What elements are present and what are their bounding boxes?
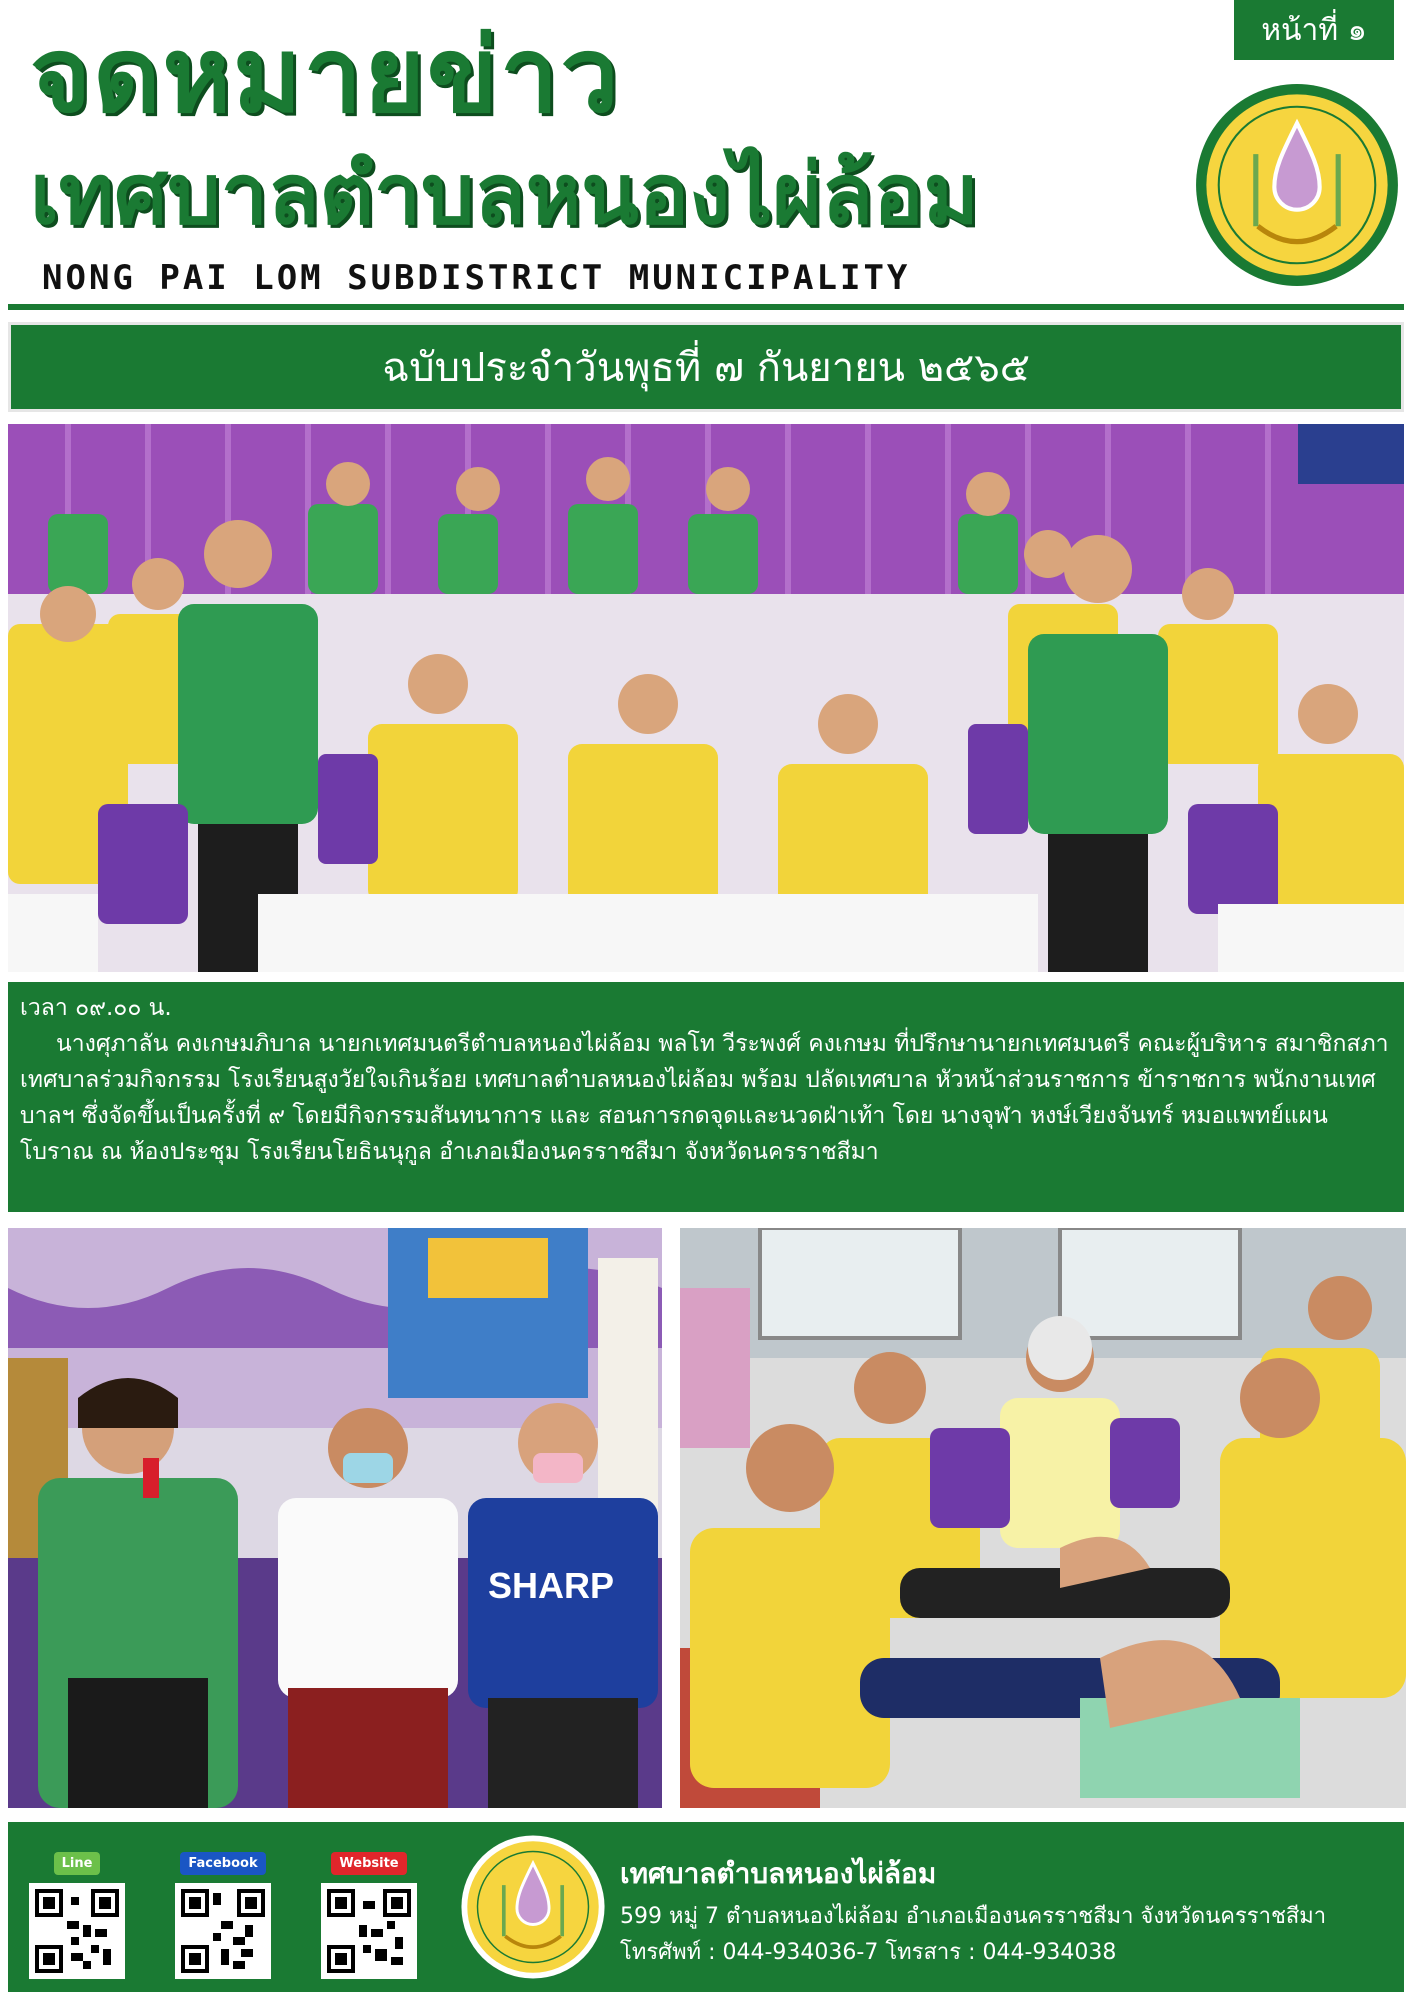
footer-municipality-logo (460, 1834, 606, 1980)
facebook-qr-group[interactable] (168, 1852, 278, 1983)
municipality-logo (1194, 82, 1400, 288)
english-subtitle: NONG PAI LOM SUBDISTRICT MUNICIPALITY (42, 258, 911, 298)
article-body: นางศุภาลัน คงเกษมภิบาล นายกเทศมนตรีตำบลหนองไผ่ล้อม พลโท วีระพงศ์ คงเกษม ที่ปรึกษานายกเทศมนตรี คณะผู้บริหาร สมาชิกสภาเทศบาลร่วมกิจกรรม โรงเรียนสูงวัยใจเกินร้อย เทศบาลตำบลหนองไผ่ล้อม พร้อม ปลัดเทศบาล หัวหน้าส่วนราชการ ข้าราชการ พนักงานเทศบาลฯ ซึ่งจัดขึ้นเป็นครั้งที่ ๙ โดยมีกิจกรรมสันทนาการ และ สอนการกดจุดและนวดฝ่าเท้า โดย นางจุฬา หงษ์เวียงจันทร์ หมอแพทย์แผนโบราณ ณ ห้องประชุม โรงเรียนโยธินนุกูล อำเภอเมืองนครราชสีมา จังหวัดนครราชสีมา (20, 1031, 1389, 1165)
header-divider (8, 304, 1404, 310)
municipality-title: เทศบาลตำบลหนองไผ่ล้อม (30, 145, 979, 243)
facebook-qr-code[interactable] (175, 1883, 271, 1979)
article-time: เวลา ๐๙.๐๐ น. (20, 995, 172, 1021)
issue-date-banner: ฉบับประจำวันพุธที่ ๗ กันยายน ๒๕๖๕ (8, 322, 1404, 412)
line-label: Line (54, 1852, 101, 1875)
footer-org-name: เทศบาลตำบลหนองไผ่ล้อม (620, 1857, 937, 1890)
footer-phone: โทรศัพท์ : 044-934036-7 โทรสาร : 044-934038 (620, 1940, 1117, 1965)
footer-address: 599 หมู่ 7 ตำบลหนองไผ่ล้อม อำเภอเมืองนครราชสีมา จังหวัดนครราชสีมา (620, 1904, 1327, 1929)
footer (8, 1822, 1404, 1992)
foot-massage-photo (680, 1228, 1406, 1808)
facebook-label: Facebook (180, 1852, 265, 1875)
website-label: Website (331, 1852, 406, 1875)
website-qr-group[interactable] (314, 1852, 424, 1983)
page-number-badge: หน้าที่ ๑ (1234, 0, 1394, 60)
newsletter-title: จดหมายข่าว (30, 14, 621, 136)
speaker-photo (8, 1228, 662, 1808)
website-qr-code[interactable] (321, 1883, 417, 1979)
svg-text:SHARP: SHARP (488, 1565, 615, 1606)
line-qr-code[interactable] (29, 1883, 125, 1979)
main-group-photo (8, 424, 1404, 972)
article-text-block (8, 982, 1404, 1212)
line-qr-group[interactable] (22, 1852, 132, 1983)
